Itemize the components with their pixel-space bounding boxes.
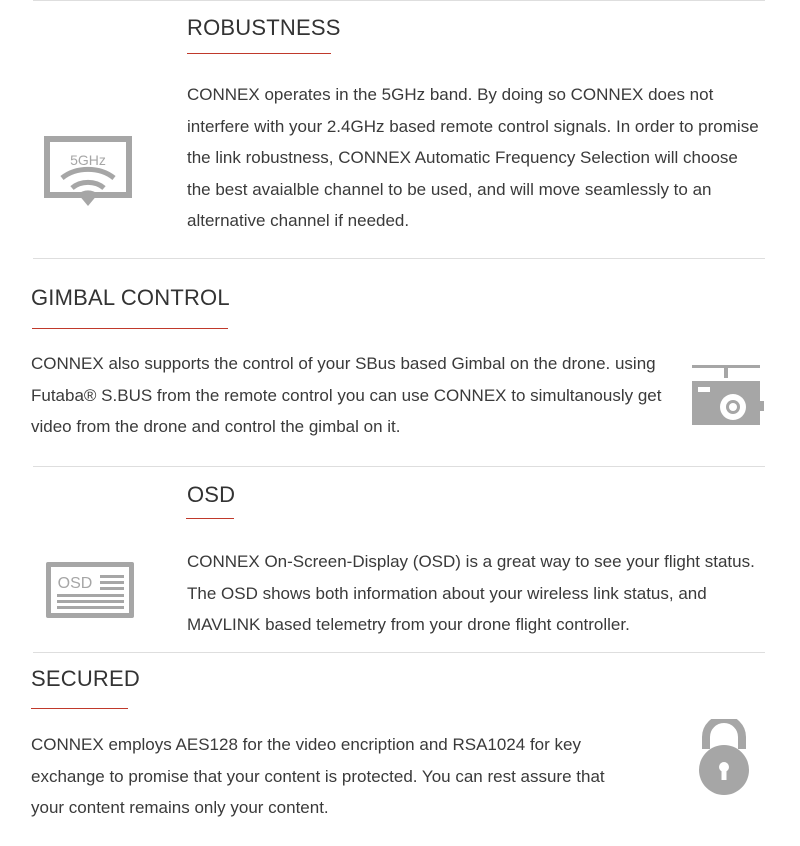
osd-screen-icon	[45, 561, 135, 619]
icon-label: 5GHz	[70, 152, 106, 168]
icon-label: OSD	[57, 575, 93, 592]
section-body: CONNEX employs AES128 for the video encription and RSA1024 for key exchange to promise that your content is protected. You can rest assure that your content remains only your content.	[31, 735, 605, 817]
section-title: SECURED	[31, 666, 140, 691]
wifi-5ghz-icon	[42, 134, 134, 210]
divider-top	[33, 0, 765, 1]
section-title: OSD	[187, 482, 236, 507]
divider	[33, 258, 765, 259]
title-underline	[32, 328, 228, 329]
padlock-icon	[698, 719, 750, 797]
title-underline	[186, 518, 234, 519]
section-title: ROBUSTNESS	[187, 15, 341, 40]
section-body: CONNEX On-Screen-Display (OSD) is a great way to see your flight status. The OSD shows both information about your wireless link status, and MAVLINK based telemetry from your drone flight controller.	[187, 552, 755, 634]
divider	[33, 466, 765, 467]
section-body: CONNEX also supports the control of your SBus based Gimbal on the drone. using Futaba® S.BUS from the remote control you can use CONNEX to simultanously get video from the drone and control the gimbal on it.	[31, 354, 662, 436]
section-body: CONNEX operates in the 5GHz band. By doing so CONNEX does not interfere with your 2.4GHz based remote control signals. In order to promise the link robustness, CONNEX Automatic Frequency Selection will choose the best avaialble channel to be used, and will move seamlessly to an alternative channel if needed.	[187, 85, 759, 230]
title-underline	[31, 708, 128, 709]
title-underline	[187, 53, 331, 54]
section-title: GIMBAL CONTROL	[31, 285, 230, 310]
drone-camera-icon	[690, 365, 766, 427]
divider	[33, 652, 765, 653]
